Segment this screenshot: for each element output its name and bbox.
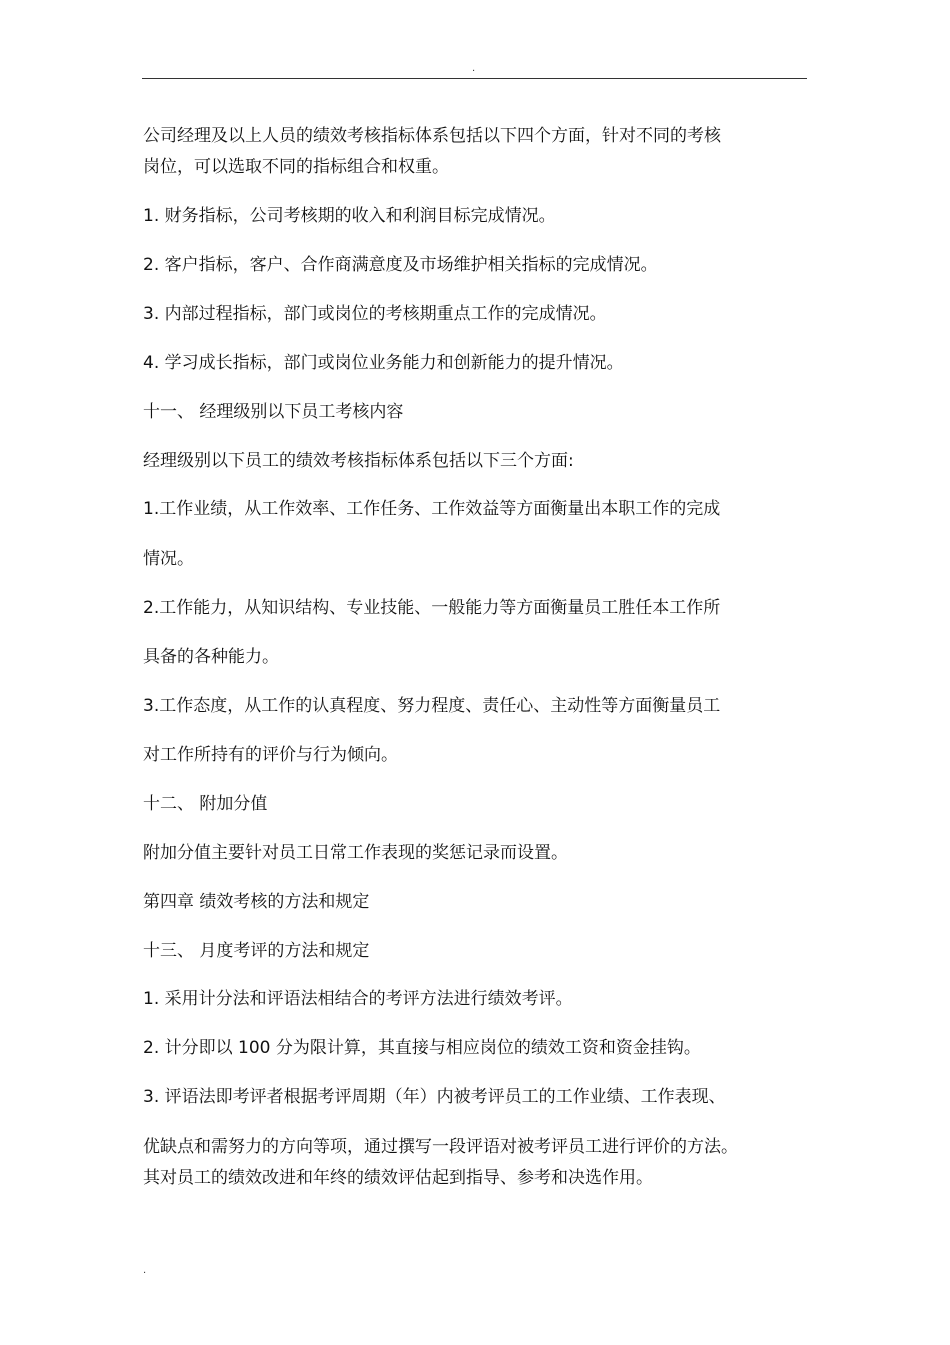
text-line: 2. 计分即以 100 分为限计算，其直接与相应岗位的绩效工资和资金挂钩。 [143, 1038, 701, 1058]
text-line: 1. 财务指标，公司考核期的收入和利润目标完成情况。 [143, 206, 556, 226]
text-line: 优缺点和需努力的方向等项，通过撰写一段评语对被考评员工进行评价的方法。 [143, 1137, 738, 1157]
text-line: 2.工作能力，从知识结构、专业技能、一般能力等方面衡量员工胜任本工作所 [143, 598, 721, 618]
header-dot: . [472, 63, 476, 74]
footer-dot: . [143, 1265, 147, 1276]
text-line: 其对员工的绩效改进和年终的绩效评估起到指导、参考和决选作用。 [143, 1168, 653, 1188]
header-rule [142, 78, 807, 79]
section-heading: 十二、 附加分值 [143, 794, 268, 814]
text-line: 附加分值主要针对员工日常工作表现的奖惩记录而设置。 [143, 843, 568, 863]
chapter-heading: 第四章 绩效考核的方法和规定 [143, 892, 370, 912]
text-line: 1.工作业绩，从工作效率、工作任务、工作效益等方面衡量出本职工作的完成 [143, 499, 721, 519]
text-line: 对工作所持有的评价与行为倾向。 [143, 745, 398, 765]
text-line: 经理级别以下员工的绩效考核指标体系包括以下三个方面: [143, 451, 574, 471]
text-line: 3.工作态度，从工作的认真程度、努力程度、责任心、主动性等方面衡量员工 [143, 696, 721, 716]
text-line: 情况。 [143, 549, 194, 569]
text-line: 3. 评语法即考评者根据考评周期（年）内被考评员工的工作业绩、工作表现、 [143, 1087, 726, 1107]
section-heading: 十一、 经理级别以下员工考核内容 [143, 402, 404, 422]
text-line: 3. 内部过程指标，部门或岗位的考核期重点工作的完成情况。 [143, 304, 607, 324]
section-heading: 十三、 月度考评的方法和规定 [143, 941, 370, 961]
text-line: 1. 采用计分法和评语法相结合的考评方法进行绩效考评。 [143, 989, 573, 1009]
text-line: 公司经理及以上人员的绩效考核指标体系包括以下四个方面，针对不同的考核 [143, 126, 721, 146]
text-line: 具备的各种能力。 [143, 647, 279, 667]
text-line: 4. 学习成长指标，部门或岗位业务能力和创新能力的提升情况。 [143, 353, 624, 373]
text-line: 岗位，可以选取不同的指标组合和权重。 [143, 157, 449, 177]
text-line: 2. 客户指标，客户、合作商满意度及市场维护相关指标的完成情况。 [143, 255, 658, 275]
